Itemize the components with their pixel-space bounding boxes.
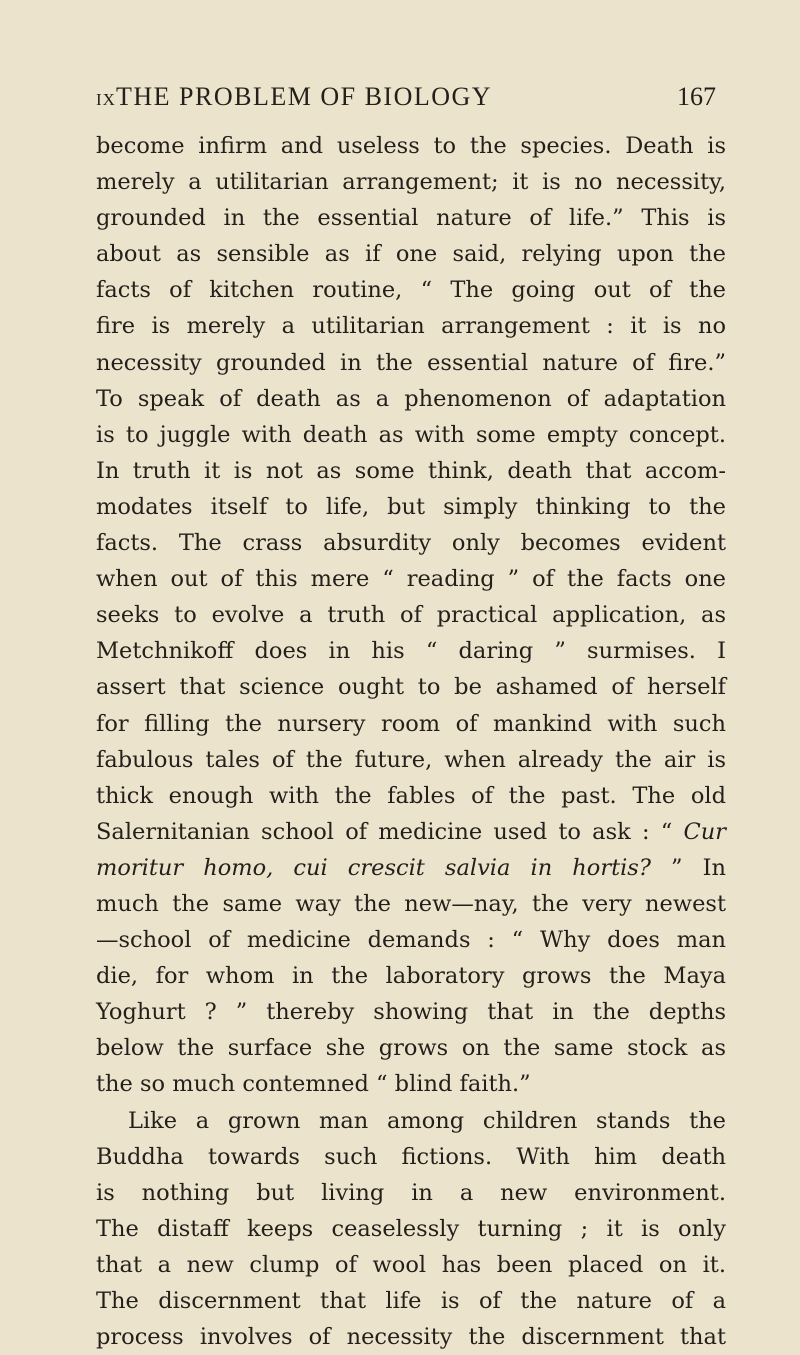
latin-quote: Cur — [683, 818, 726, 845]
paragraph-start: Like a grown man among children stands the — [128, 1107, 726, 1134]
text-line: grounded in the essential nature of life.” This is — [96, 205, 726, 232]
text-line — [96, 814, 726, 850]
text-line: die, for whom in the laboratory grows the Maya — [96, 963, 726, 990]
text-line: Buddha towards such fictions. With him death — [96, 1143, 726, 1170]
line-text: Salernitanian school of medicine used to ask : “ — [96, 818, 684, 845]
running-title: THE PROBLEM OF BIOLOGY — [116, 82, 493, 111]
line-text: ” In — [650, 854, 726, 881]
text-line: the so much contemned “ blind faith.” — [96, 1071, 531, 1098]
text-line: Yoghurt ? ” thereby showing that in the depths — [96, 999, 726, 1026]
text-line: fabulous tales of the future, when already the air is — [96, 746, 726, 773]
text-line: merely a utilitarian arrangement; it is no necessity, — [96, 169, 726, 196]
text-line: fire is merely a utilitarian arrangement : it is no — [96, 313, 726, 340]
text-line: The distaff keeps ceaselessly turning ; it is only — [96, 1215, 726, 1242]
latin-quote: moritur homo, cui crescit salvia in hortis? — [96, 854, 651, 881]
text-line: about as sensible as if one said, relying upon the — [96, 241, 726, 268]
text-line: become infirm and useless to the species. Death is — [96, 133, 726, 159]
chapter-number: IX — [96, 90, 116, 109]
text-line: that a new clump of wool has been placed on it. — [96, 1251, 726, 1278]
text-line: modates itself to life, but simply thinking to the — [96, 493, 726, 520]
text-line: is to juggle with death as with some empty concept. — [96, 421, 726, 448]
body-text — [96, 128, 726, 1355]
text-line: Metchnikoff does in his “ daring ” surmises. I — [96, 638, 726, 665]
text-line: The discernment that life is of the nature of a — [96, 1288, 726, 1314]
text-line: thick enough with the fables of the past. The old — [96, 782, 726, 809]
text-line: below the surface she grows on the same stock as — [96, 1035, 726, 1062]
text-line: necessity grounded in the essential nature of fire.” — [96, 349, 726, 376]
text-line: seeks to evolve a truth of practical application, as — [96, 602, 726, 629]
text-line: To speak of death as a phenomenon of adaptation — [96, 385, 726, 412]
text-line: —school of medicine demands : “ Why does man — [96, 927, 726, 954]
text-line: process involves of necessity the discernment that — [96, 1324, 726, 1351]
text-line: for filling the nursery room of mankind with such — [96, 710, 726, 737]
text-line — [96, 850, 726, 886]
text-line: when out of this mere “ reading ” of the facts one — [96, 566, 726, 593]
running-header — [96, 82, 716, 118]
page-number: 167 — [677, 82, 716, 111]
text-line: facts. The crass absurdity only becomes evident — [96, 530, 726, 557]
text-line: assert that science ought to be ashamed of herself — [96, 674, 726, 701]
text-line: is nothing but living in a new environment. — [96, 1179, 726, 1206]
text-line: facts of kitchen routine, “ The going out of the — [96, 277, 726, 304]
text-line: much the same way the new—nay, the very newest — [96, 890, 726, 917]
text-line: In truth it is not as some think, death that accom- — [96, 457, 726, 484]
